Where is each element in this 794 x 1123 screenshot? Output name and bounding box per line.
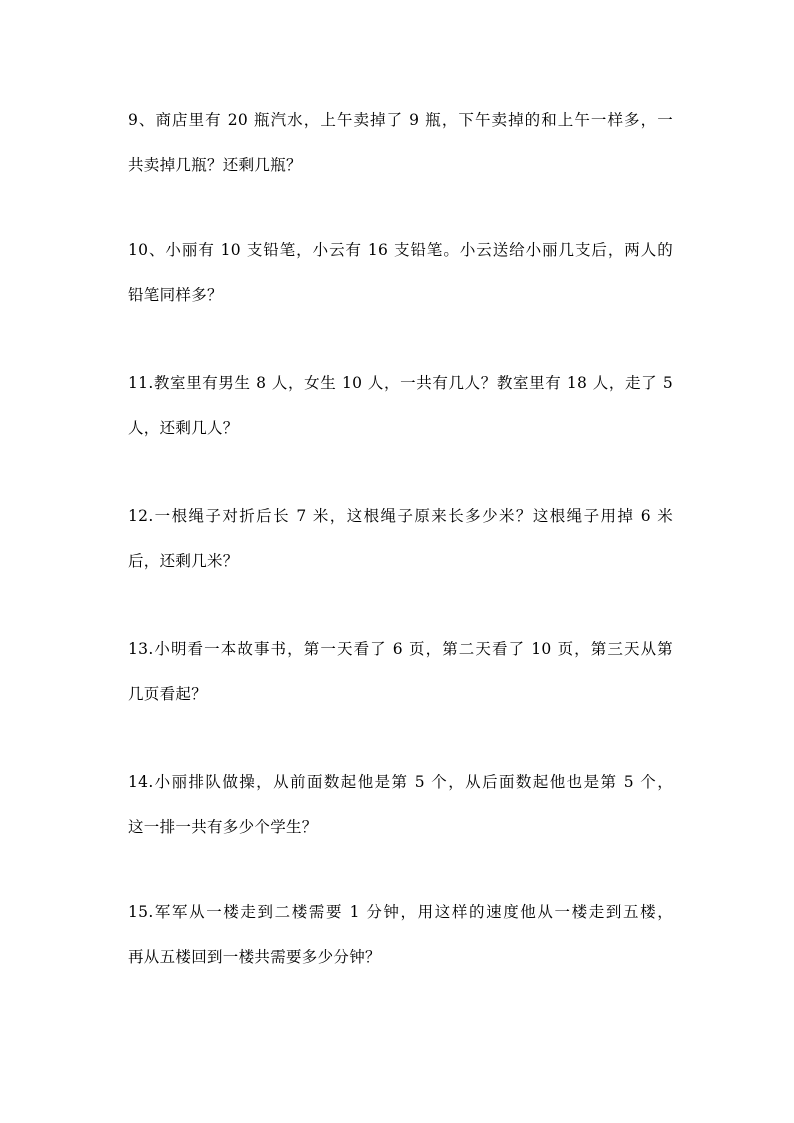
problem-15-line-1: 15.军军从一楼走到二楼需要 1 分钟，用这样的速度他从一楼走到五楼， <box>128 903 673 921</box>
problem-14-line-2: 这一排一共有多少个学生？ <box>128 818 318 836</box>
problem-9 <box>128 110 673 175</box>
problem-15 <box>128 902 673 967</box>
problem-9-line-1: 9、商店里有 20 瓶汽水，上午卖掉了 9 瓶，下午卖掉的和上午一样多，一 <box>128 111 673 129</box>
problem-13-line-2: 几页看起？ <box>128 685 208 703</box>
problem-11-line-1: 11.教室里有男生 8 人，女生 10 人，一共有几人？教室里有 18 人，走了 5 <box>128 374 673 392</box>
problem-9-line-2: 共卖掉几瓶？还剩几瓶？ <box>128 156 302 174</box>
problem-13-line-1: 13.小明看一本故事书，第一天看了 6 页，第二天看了 10 页，第三天从第 <box>128 640 673 658</box>
problem-12-line-1: 12.一根绳子对折后长 7 米，这根绳子原来长多少米？这根绳子用掉 6 米 <box>128 507 673 525</box>
problem-10-line-1: 10、小丽有 10 支铅笔，小云有 16 支铅笔。小云送给小丽几支后，两人的 <box>128 241 673 259</box>
problem-12-line-2: 后，还剩几米？ <box>128 552 239 570</box>
problem-10 <box>128 240 673 305</box>
problem-13 <box>128 639 673 704</box>
problem-15-line-2: 再从五楼回到一楼共需要多少分钟？ <box>128 948 381 966</box>
problem-14-line-1: 14.小丽排队做操，从前面数起他是第 5 个，从后面数起他也是第 5 个， <box>128 773 673 791</box>
problem-10-line-2: 铅笔同样多？ <box>128 286 223 304</box>
problem-14 <box>128 772 673 837</box>
problem-12 <box>128 506 673 571</box>
problem-11 <box>128 373 673 438</box>
problem-11-line-2: 人，还剩几人？ <box>128 419 239 437</box>
